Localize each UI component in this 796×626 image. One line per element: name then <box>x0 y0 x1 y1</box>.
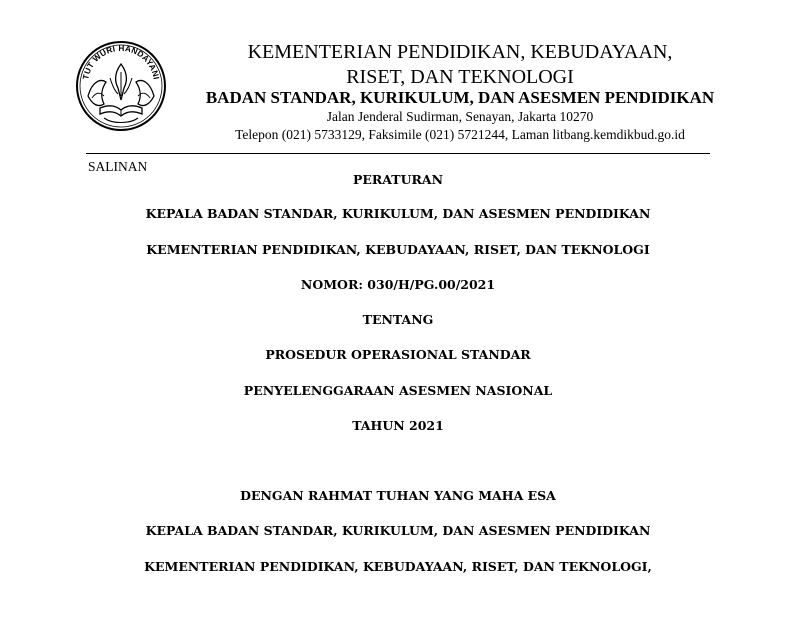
logo-motto: TUT WURI HANDAYANI <box>81 43 161 81</box>
letterhead-address: Jalan Jenderal Sudirman, Senayan, Jakarta 10270 <box>326 109 594 124</box>
document-number: NOMOR: 030/H/PG.00/2021 <box>300 277 496 292</box>
subject-line2: PENYELENGGARAAN ASESMEN NASIONAL <box>243 383 553 398</box>
preamble: DENGAN RAHMAT TUHAN YANG MAHA ESA <box>240 488 556 503</box>
copy-label: SALINAN <box>88 159 148 174</box>
about-label: TENTANG <box>362 312 434 327</box>
document-ministry: KEMENTERIAN PENDIDIKAN, KEBUDAYAAN, RISET, DAN TEKNOLOGI <box>146 242 650 257</box>
letterhead-ministry-line2: RISET, DAN TEKNOLOGI <box>346 66 574 88</box>
preamble-issuer: KEPALA BADAN STANDAR, KURIKULUM, DAN ASESMEN PENDIDIKAN <box>145 523 651 538</box>
letterhead-agency: BADAN STANDAR, KURIKULUM, DAN ASESMEN PENDIDIKAN <box>205 88 715 107</box>
document-type: PERATURAN <box>352 172 444 187</box>
letterhead-contact: Telepon (021) 5733129, Faksimile (021) 5721244, Laman litbang.kemdikbud.go.id <box>235 127 685 142</box>
letterhead-divider <box>86 153 710 154</box>
letterhead-ministry-line1: KEMENTERIAN PENDIDIKAN, KEBUDAYAAN, <box>247 41 673 63</box>
tut-wuri-handayani-logo-icon <box>74 38 168 134</box>
document-issuer: KEPALA BADAN STANDAR, KURIKULUM, DAN ASESMEN PENDIDIKAN <box>145 206 651 221</box>
document-year: TAHUN 2021 <box>352 418 444 433</box>
preamble-ministry: KEMENTERIAN PENDIDIKAN, KEBUDAYAAN, RISET, DAN TEKNOLOGI, <box>144 559 652 574</box>
subject-line1: PROSEDUR OPERASIONAL STANDAR <box>265 347 531 362</box>
